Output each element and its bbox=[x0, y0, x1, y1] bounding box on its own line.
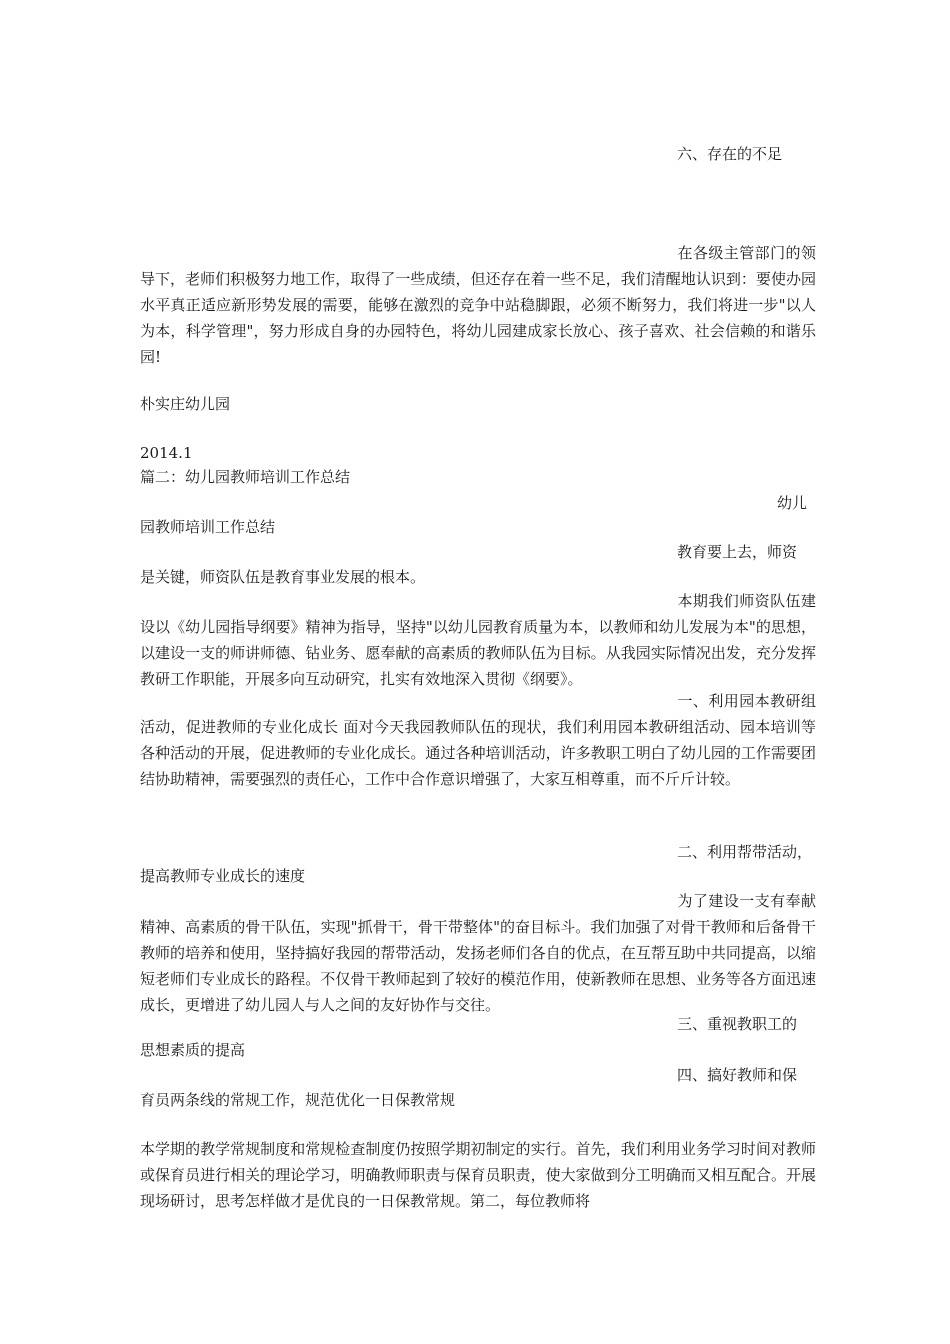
section-2-heading-a: 二、利用帮带活动， bbox=[677, 843, 813, 861]
section-1-paragraph bbox=[140, 688, 816, 792]
section-6-heading: 六、存在的不足 bbox=[677, 145, 783, 163]
date: 2014.1 bbox=[140, 444, 193, 462]
paragraph-4: 本学期的教学常规制度和常规检查制度仍按照学期初制定的实行。首先，我们利用业务学习时间对教师或保育员进行相关的理论学习，明确教师职责与保育员职责，使大家做到分工明确而又相互配合。开展现场研讨，思考怎样做才是优良的一日保教常规。第二，每位教师将 bbox=[140, 1140, 816, 1210]
section-2-body: 献精神、高素质的骨干队伍，实现"抓骨干，骨干带整体"的奋目标斗。我们加强了对骨干教师和后备骨干教师的培养和使用，坚持搞好我园的帮带活动，发扬老师们各自的优点，在互帮互助中共同提高，以缩短老师们专业成长的路程。不仅骨干教师起到了较好的模范作用，使新教师在思想、业务等各方面迅速成长，更增进了幼儿园人与人之间的友好协作与交往。 bbox=[140, 892, 816, 1014]
section-6-lead: 在各级主管部门的 bbox=[677, 244, 801, 262]
signature: 朴实庄幼儿园 bbox=[140, 395, 231, 413]
section-4-heading-a: 四、搞好教师和保 bbox=[677, 1066, 798, 1084]
section-6-paragraph bbox=[140, 240, 816, 370]
section-1-body: 组活动，促进教师的专业化成长 面对今天我园教师队伍的现状，我们利用园本教研组活动、园本培训等各种活动的开展，促进教师的专业化成长。通过各种培训活动，许多教职工明白了幼儿园的工作需要团结协助精神，需要强烈的责任心，工作中合作意识增强了，大家互相尊重，而不斤斤计较。 bbox=[140, 692, 816, 788]
paragraph-1-body: 建设以《幼儿园指导纲要》精神为指导，坚持"以幼儿园教育质量为本，以教师和幼儿发展为本"的思想，以建设一支的师讲师德、钻业务、愿奉献的高素质的教师队伍为目标。从我园实际情况出发，充分发挥教研工作职能，开展多向互动研究，扎实有效地深入贯彻《纲要》。 bbox=[140, 592, 816, 688]
section-2-heading-b: 提高教师专业成长的速度 bbox=[140, 867, 306, 885]
part-2-title: 篇二：幼儿园教师培训工作总结 bbox=[140, 468, 351, 486]
section-2-lead: 为了建设一支有奉 bbox=[677, 892, 801, 910]
intro-lead: 教育要上去，师资 bbox=[677, 543, 798, 561]
intro-line: 是关键，师资队伍是教育事业发展的根本。 bbox=[140, 568, 426, 586]
section-2-paragraph bbox=[140, 888, 816, 1018]
section-1-lead: 一、利用园本教研 bbox=[677, 692, 801, 710]
paragraph-1 bbox=[140, 588, 816, 692]
doc-title-a: 幼儿 bbox=[777, 494, 808, 512]
section-3-heading-a: 三、重视教职工的 bbox=[677, 1015, 798, 1033]
section-6-body: 领导下，老师们积极努力地工作，取得了一些成绩，但还存在着一些不足，我们清醒地认识到：要使办园水平真正适应新形势发展的需要，能够在激烈的竞争中站稳脚跟，必须不断努力，我们将进一步"以人为本，科学管理"，努力形成自身的办园特色，将幼儿园建成家长放心、孩子喜欢、社会信赖的和谐乐园! bbox=[140, 244, 816, 366]
section-4-heading-b: 育员两条线的常规工作，规范优化一日保教常规 bbox=[140, 1091, 456, 1109]
section-3-heading-b: 思想素质的提高 bbox=[140, 1041, 246, 1059]
paragraph-1-lead: 本期我们师资队伍 bbox=[677, 592, 801, 610]
doc-title-b: 园教师培训工作总结 bbox=[140, 518, 276, 536]
